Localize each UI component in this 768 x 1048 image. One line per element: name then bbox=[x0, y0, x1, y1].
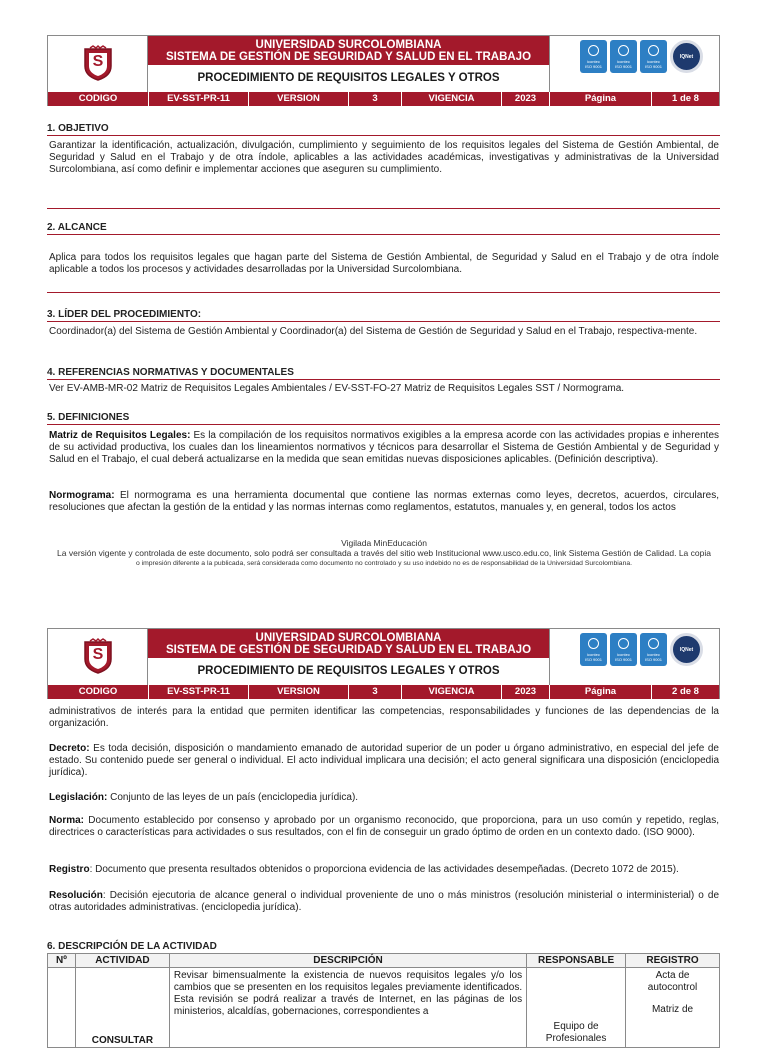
definiciones-title: 5. DEFINICIONES bbox=[47, 412, 130, 423]
registro-cell bbox=[626, 968, 720, 1048]
definicion-norma bbox=[49, 815, 719, 839]
title-cell bbox=[148, 36, 550, 92]
version-label: VERSION bbox=[249, 92, 349, 106]
version-value: 3 bbox=[349, 92, 402, 106]
objetivo-title: 1. OBJETIVO bbox=[47, 123, 109, 134]
system-name: SISTEMA DE GESTIÓN DE SEGURIDAD Y SALUD EN EL TRABAJO bbox=[165, 644, 532, 656]
col-header-descripcion: DESCRIPCIÓN bbox=[169, 954, 526, 968]
definicion-legislacion bbox=[49, 792, 719, 804]
cert-label: icontec bbox=[647, 58, 660, 64]
version-label: VERSION bbox=[249, 685, 349, 699]
table-header-row bbox=[48, 954, 720, 968]
definicion-text: Es la compilación de los requisitos normativos exigibles a la empresa acorde con las actividades propias e inherentes de su actividad productiva, los cuales dan los lineamientos normativos y técnicos para desarrollar el Sistema de Gestión Ambiental y de Seguridad y Salud en el Trabajo, el cual deberá actualizarse en la medida que sean emitidas nuevas disposiciones aplicables. (Definición descriptiva). bbox=[49, 430, 719, 465]
system-name: SISTEMA DE GESTIÓN DE SEGURIDAD Y SALUD EN EL TRABAJO bbox=[165, 51, 532, 63]
lider-text: Coordinador(a) del Sistema de Gestión Ambiental y Coordinador(a) del Sistema de Gestión de Seguridad y Salud en el Trabajo, respectiva-mente. bbox=[49, 326, 698, 337]
page-number: 2 de 8 bbox=[672, 686, 699, 697]
vigencia-value: 2023 bbox=[502, 92, 550, 106]
cert-iso: ISO 9001 bbox=[585, 63, 602, 69]
definicion-text: Documento establecido por consenso y aprobado por un organismo reconocido, que proporciona, para un uso común y repetido, reglas, directrices o características para actividades o sus resultados, con el fin de conseguir un grado óptimo de orden en un contexto dado. (ISO 9000). bbox=[49, 815, 719, 838]
codigo-value: EV-SST-PR-11 bbox=[149, 92, 249, 106]
objetivo-text: Garantizar la identificación, actualización, divulgación, cumplimiento y seguimiento de los requisitos legales del Sistema de Gestión Ambiental, de Seguridad y Salud en el Trabajo y de otra índole, aplicables a las actividades académicas, investigativas y administrativas de la Universidad Surcolombiana, así como definir e implementar acciones que aseguren su cumplimiento. bbox=[49, 140, 719, 175]
title-band bbox=[148, 36, 549, 65]
icontec-cert-icon bbox=[580, 40, 607, 73]
definicion-term: Decreto: bbox=[49, 743, 90, 754]
col-header-number: Nº bbox=[48, 954, 76, 968]
definicion-term: Legislación: bbox=[49, 792, 108, 803]
cert-iso: ISO 9001 bbox=[645, 656, 662, 662]
descripcion-cell: Revisar bimensualmente la existencia de nuevos requisitos legales y/o los cambios que se presenten en los requisitos legales previamente identificados. Esta revisión se podrá realizar a través de Internet, en las páginas de los ministerios, alcaldías, gobernaciones, correspondientes a bbox=[169, 968, 526, 1048]
document-info-row bbox=[48, 685, 719, 699]
referencias-title: 4. REFERENCIAS NORMATIVAS Y DOCUMENTALES bbox=[47, 367, 294, 378]
descripcion-title: 6. DESCRIPCIÓN DE LA ACTIVIDAD bbox=[47, 941, 217, 952]
section-rule bbox=[47, 379, 720, 380]
icontec-cert-icon bbox=[640, 40, 667, 73]
definicion-resolucion bbox=[49, 890, 719, 914]
section-rule bbox=[47, 424, 720, 425]
definicion-normograma bbox=[49, 490, 719, 514]
definicion-registro bbox=[49, 864, 719, 876]
codigo-label: CODIGO bbox=[48, 92, 149, 106]
responsable-cell bbox=[527, 968, 626, 1048]
cert-label: icontec bbox=[647, 651, 660, 657]
alcance-title: 2. ALCANCE bbox=[47, 222, 107, 233]
page-number: 1 de 8 bbox=[672, 93, 699, 104]
actividad-value: CONSULTAR bbox=[91, 1035, 154, 1046]
definicion-text: : Documento que presenta resultados obtenidos o proporciona evidencia de las actividades desempeñadas. (Decreto 1072 de 2015). bbox=[89, 864, 679, 875]
icontec-cert-icon bbox=[610, 633, 637, 666]
registro-value-2: Matriz de bbox=[651, 1004, 694, 1015]
definicion-text: Conjunto de las leyes de un país (enciclopedia jurídica). bbox=[107, 792, 359, 803]
university-name: UNIVERSIDAD SURCOLOMBIANA bbox=[255, 632, 442, 644]
university-logo-cell bbox=[48, 36, 148, 92]
definicion-matriz bbox=[49, 430, 719, 466]
cert-iso: ISO 9001 bbox=[615, 656, 632, 662]
cert-iso: ISO 9001 bbox=[585, 656, 602, 662]
vigencia-label: VIGENCIA bbox=[402, 92, 502, 106]
definicion-text: Es toda decisión, disposición o mandamiento emanado de autoridad superior de un poder u órgano administrativo, en especial del jefe de estado. Su contenido puede ser general o individual. El acto individual implicara una decisión; el acto general significara una disposición (enciclopedia jurídica). bbox=[49, 743, 719, 778]
section-rule bbox=[47, 135, 720, 136]
referencias-text: Ver EV-AMB-MR-02 Matriz de Requisitos Legales Ambientales / EV-SST-FO-27 Matriz de Requisitos Legales SST / Normograma. bbox=[49, 383, 625, 394]
table-row bbox=[48, 968, 720, 1048]
page2-header bbox=[47, 628, 720, 699]
cert-round-label: IQNet bbox=[679, 53, 694, 60]
pagina-label: Página bbox=[550, 685, 652, 699]
registro-value-1: Acta de autocontrol bbox=[647, 970, 698, 993]
activity-table bbox=[47, 953, 720, 1048]
vigencia-value: 2023 bbox=[502, 685, 550, 699]
definicion-term: Resolución bbox=[49, 890, 103, 901]
definicion-term: Registro bbox=[49, 864, 90, 875]
title-band bbox=[148, 629, 549, 658]
iqnet-cert-icon bbox=[670, 40, 703, 73]
section-rule bbox=[47, 234, 720, 235]
cert-round-label: IQNet bbox=[679, 646, 694, 653]
cert-label: icontec bbox=[617, 651, 630, 657]
definicion-term: Norma: bbox=[49, 815, 85, 826]
responsable-value: Equipo de Profesionales bbox=[545, 1021, 607, 1044]
cert-iso: ISO 9001 bbox=[615, 63, 632, 69]
vigencia-label: VIGENCIA bbox=[402, 685, 502, 699]
icontec-cert-icon bbox=[640, 633, 667, 666]
page1-header bbox=[47, 35, 720, 106]
col-header-responsable: RESPONSABLE bbox=[527, 954, 626, 968]
codigo-label: CODIGO bbox=[48, 685, 149, 699]
title-cell bbox=[148, 629, 550, 685]
certifications bbox=[550, 36, 721, 92]
logo-letter: S bbox=[92, 53, 104, 70]
version-value: 3 bbox=[349, 685, 402, 699]
section-rule bbox=[47, 208, 720, 209]
row-number-cell bbox=[48, 968, 76, 1048]
col-header-registro: REGISTRO bbox=[626, 954, 720, 968]
iqnet-cert-icon bbox=[670, 633, 703, 666]
logo-letter: S bbox=[92, 646, 104, 663]
actividad-cell bbox=[75, 968, 169, 1048]
definicion-text: El normograma es una herramienta documental que contiene las normas externas como leyes, decretos, acuerdos, circulares, resoluciones que afectan la gestión de la entidad y las normas internas como reglamentos, estatutos, manuales y, en general, todos los actos bbox=[49, 490, 719, 513]
footer-disclaimer-1: La versión vigente y controlada de este documento, solo podrá ser consultada a través del sitio web Institucional www.usco.edu.co, link Sistema Gestión de Calidad. La copia bbox=[57, 548, 711, 558]
lider-title: 3. LÍDER DEL PROCEDIMIENTO: bbox=[47, 309, 202, 320]
definicion-decreto bbox=[49, 743, 719, 779]
cert-label: icontec bbox=[617, 58, 630, 64]
procedure-title: PROCEDIMIENTO DE REQUISITOS LEGALES Y OTROS bbox=[197, 72, 500, 84]
university-logo-cell bbox=[48, 629, 148, 685]
vigilada-note: Vigilada MinEducación bbox=[341, 538, 427, 548]
cert-iso: ISO 9001 bbox=[645, 63, 662, 69]
cert-label: icontec bbox=[587, 58, 600, 64]
section-rule bbox=[47, 321, 720, 322]
normograma-continuation: administrativos de interés para la entidad que permiten identificar las competencias, responsabilidades y funciones de las dependencias de la organización. bbox=[49, 706, 719, 729]
section-rule bbox=[47, 292, 720, 293]
definicion-term: Normograma: bbox=[49, 490, 115, 501]
footer-disclaimer-2: o impresión diferente a la publicada, será considerada como documento no controlado y su uso indebido no es de responsabilidad de la Universidad Surcolombiana. bbox=[135, 560, 633, 567]
codigo-value: EV-SST-PR-11 bbox=[149, 685, 249, 699]
alcance-text: Aplica para todos los requisitos legales que hagan parte del Sistema de Gestión Ambiental, de Seguridad y Salud en el Trabajo y de otra índole aplicable a todos los procesos y actividades desarrolladas por la Universidad Surcolombiana. bbox=[49, 252, 719, 275]
col-header-actividad: ACTIVIDAD bbox=[75, 954, 169, 968]
icontec-cert-icon bbox=[610, 40, 637, 73]
pagina-label: Página bbox=[550, 92, 652, 106]
procedure-title: PROCEDIMIENTO DE REQUISITOS LEGALES Y OTROS bbox=[197, 665, 500, 677]
icontec-cert-icon bbox=[580, 633, 607, 666]
cert-label: icontec bbox=[587, 651, 600, 657]
document-info-row bbox=[48, 92, 719, 106]
definicion-text: : Decisión ejecutoria de alcance general o individual proveniente de uno o más ministros (resolución ministerial o interministerial) o de otras autoridades administrativas. (enciclopedia jurídica). bbox=[49, 890, 719, 913]
certifications bbox=[550, 629, 721, 685]
university-name: UNIVERSIDAD SURCOLOMBIANA bbox=[255, 39, 442, 51]
definicion-term: Matriz de Requisitos Legales: bbox=[49, 430, 191, 441]
